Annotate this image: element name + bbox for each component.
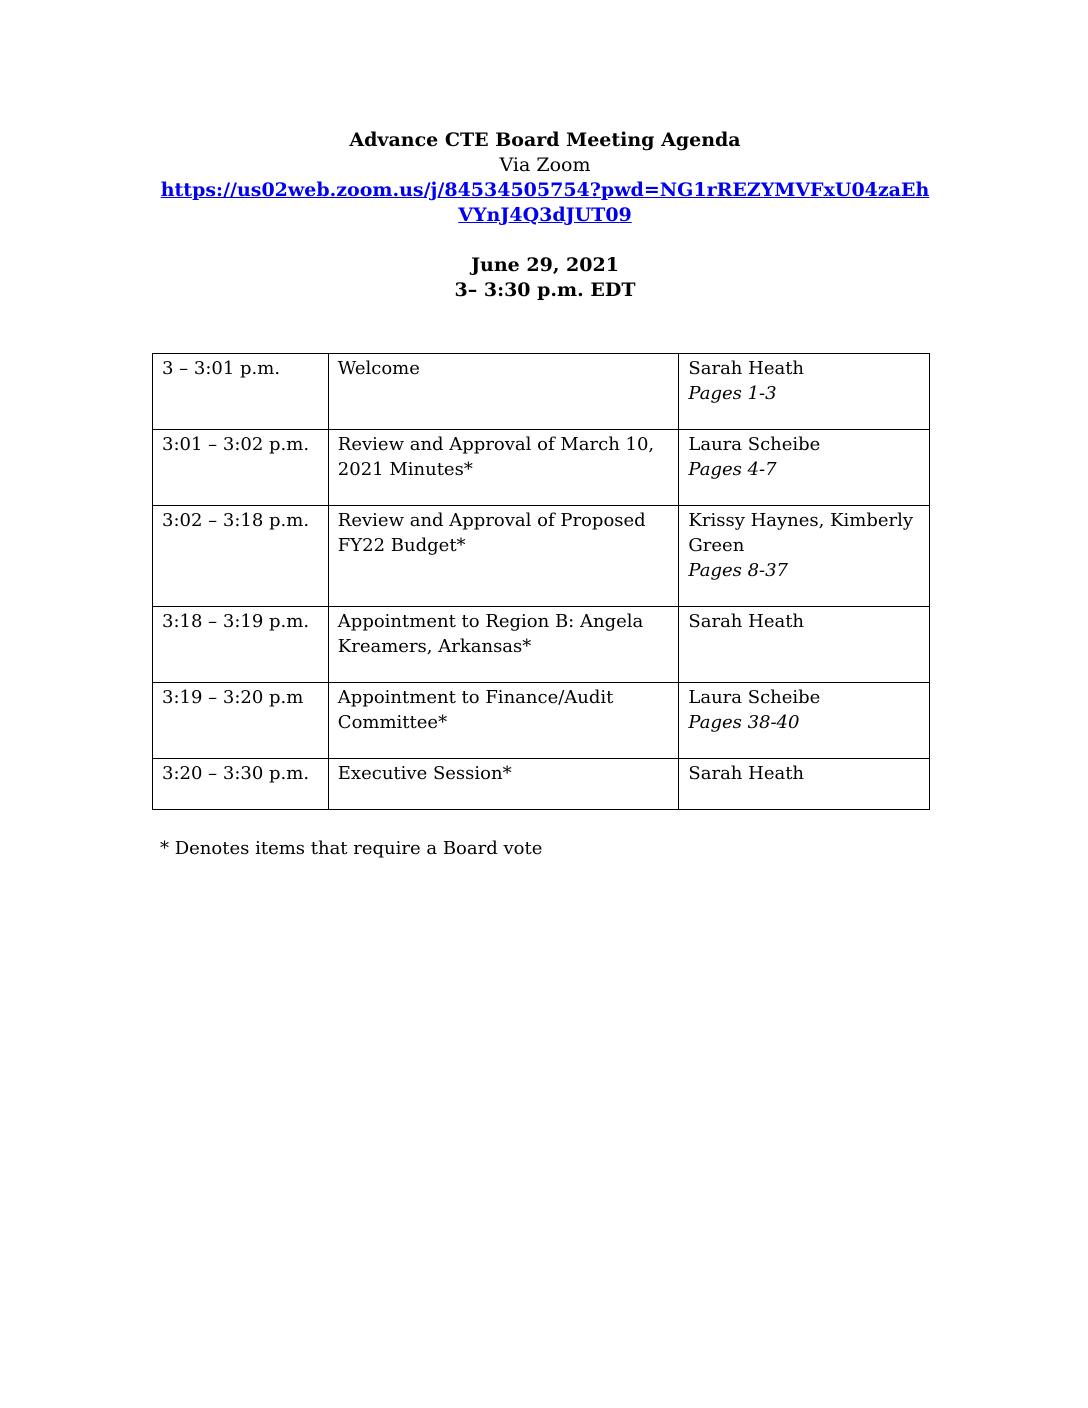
table-row [153,430,930,506]
presenter-cell [679,759,930,810]
meeting-date: June 29, 2021 [471,254,619,276]
page-title: Advance CTE Board Meeting Agenda [349,129,741,151]
item-cell: Appointment to Region B: Angela Kreamers, Arkansas* [328,607,679,683]
presenter-name: Krissy Haynes, Kimberly Green [688,510,914,556]
time-cell: 3:01 – 3:02 p.m. [153,430,329,506]
presenter-name: Sarah Heath [688,611,805,632]
page-reference: Pages 8-37 [688,560,789,581]
table-row [153,354,930,430]
agenda-table [152,353,930,810]
presenter-name: Sarah Heath [688,358,805,379]
time-cell: 3:02 – 3:18 p.m. [153,506,329,607]
item-cell: Executive Session* [328,759,679,810]
table-row [153,607,930,683]
item-cell: Welcome [328,354,679,430]
time-cell: 3:18 – 3:19 p.m. [153,607,329,683]
presenter-name: Laura Scheibe [688,434,821,455]
presenter-cell [679,683,930,759]
table-row [153,683,930,759]
zoom-link[interactable]: https://us02web.zoom.us/j/84534505754?pwd=NG1rREZYMVFxU04zaEhVYnJ4Q3dJUT09 [160,179,930,226]
page-reference: Pages 38-40 [688,712,800,733]
item-cell: Appointment to Finance/Audit Committee* [328,683,679,759]
meeting-time: 3– 3:30 p.m. EDT [454,279,636,301]
time-cell: 3 – 3:01 p.m. [153,354,329,430]
table-row [153,759,930,810]
table-row [153,506,930,607]
page-reference: Pages 4-7 [688,459,777,480]
presenter-cell [679,354,930,430]
presenter-cell [679,506,930,607]
meeting-datetime [150,253,940,303]
meeting-platform: Via Zoom [499,154,591,176]
vote-footnote: * Denotes items that require a Board vote [160,838,543,859]
page-reference: Pages 1-3 [688,383,777,404]
presenter-name: Sarah Heath [688,763,805,784]
presenter-cell [679,430,930,506]
presenter-name: Laura Scheibe [688,687,821,708]
time-cell: 3:20 – 3:30 p.m. [153,759,329,810]
agenda-header [150,128,940,228]
presenter-cell [679,607,930,683]
time-cell: 3:19 – 3:20 p.m [153,683,329,759]
item-cell: Review and Approval of Proposed FY22 Budget* [328,506,679,607]
item-cell: Review and Approval of March 10, 2021 Minutes* [328,430,679,506]
